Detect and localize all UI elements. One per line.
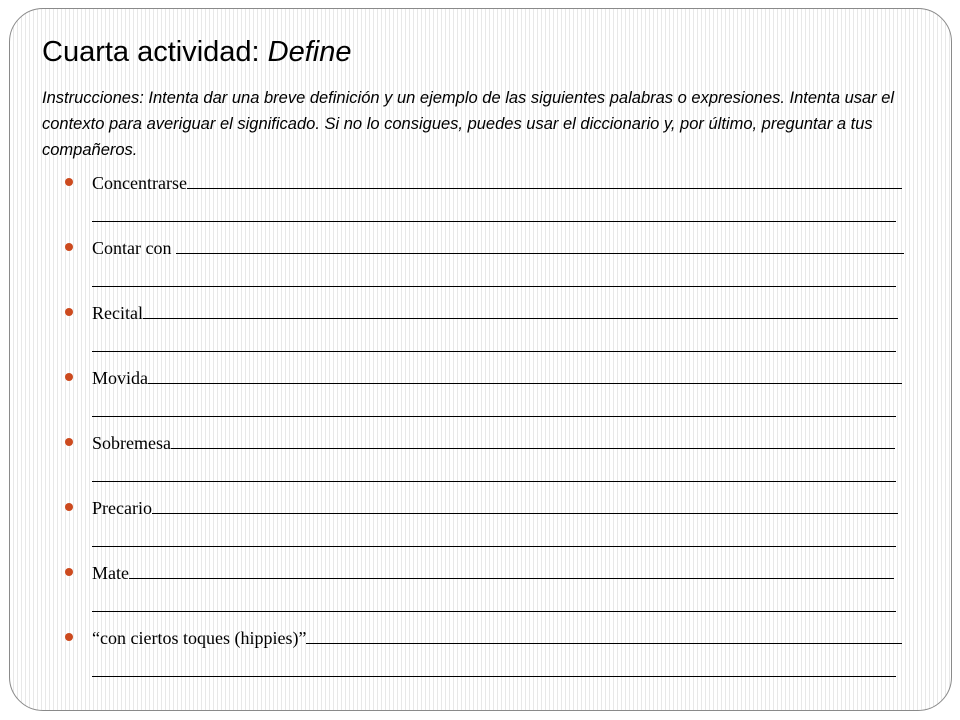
bullet-icon xyxy=(65,308,73,316)
title-main-text: Cuarta actividad: xyxy=(42,36,268,68)
second-answer-line[interactable] xyxy=(92,481,896,482)
vocabulary-term: Movida xyxy=(92,368,148,388)
first-answer-line[interactable] xyxy=(92,234,904,258)
vocabulary-term: Precario xyxy=(92,498,152,518)
first-answer-line[interactable] xyxy=(92,299,898,323)
bullet-icon xyxy=(65,373,73,381)
second-answer-line[interactable] xyxy=(92,546,896,547)
second-answer-line[interactable] xyxy=(92,611,896,612)
instructions-text: Instrucciones: Intenta dar una breve definición y un ejemplo de las siguientes palabras o expresiones. Intenta usar el contexto para averiguar el significado. Si no lo consigues, puedes usar el diccionario y, por último, preguntar a tus compañeros. xyxy=(42,89,895,159)
answer-blank xyxy=(152,512,898,514)
vocabulary-term: Concentrarse xyxy=(92,173,187,193)
first-answer-line[interactable] xyxy=(92,364,902,388)
vocabulary-term: Recital xyxy=(92,303,143,323)
bullet-icon xyxy=(65,438,73,446)
answer-blank xyxy=(176,252,904,254)
content-card xyxy=(9,8,952,711)
answer-blank xyxy=(143,317,898,319)
first-answer-line[interactable] xyxy=(92,559,894,583)
second-answer-line[interactable] xyxy=(92,221,896,222)
bullet-icon xyxy=(65,503,73,511)
answer-blank xyxy=(171,447,895,449)
first-answer-line[interactable] xyxy=(92,169,902,193)
answer-blank xyxy=(187,187,902,189)
first-answer-line[interactable] xyxy=(92,624,902,648)
vocabulary-term: “con ciertos toques (hippies)” xyxy=(92,628,307,648)
vocabulary-term: Mate xyxy=(92,563,129,583)
answer-blank xyxy=(148,382,902,384)
bullet-icon xyxy=(65,633,73,641)
bullet-icon xyxy=(65,178,73,186)
bullet-icon xyxy=(65,243,73,251)
bullet-icon xyxy=(65,568,73,576)
title-italic-text: Define xyxy=(267,36,352,68)
vocabulary-term: Sobremesa xyxy=(92,433,171,453)
answer-blank xyxy=(129,577,894,579)
vocabulary-term: Contar con xyxy=(92,238,176,258)
answer-blank xyxy=(306,642,902,644)
second-answer-line[interactable] xyxy=(92,676,896,677)
second-answer-line[interactable] xyxy=(92,286,896,287)
second-answer-line[interactable] xyxy=(92,416,896,417)
slide-title xyxy=(42,36,352,69)
first-answer-line[interactable] xyxy=(92,494,898,518)
second-answer-line[interactable] xyxy=(92,351,896,352)
first-answer-line[interactable] xyxy=(92,429,895,453)
